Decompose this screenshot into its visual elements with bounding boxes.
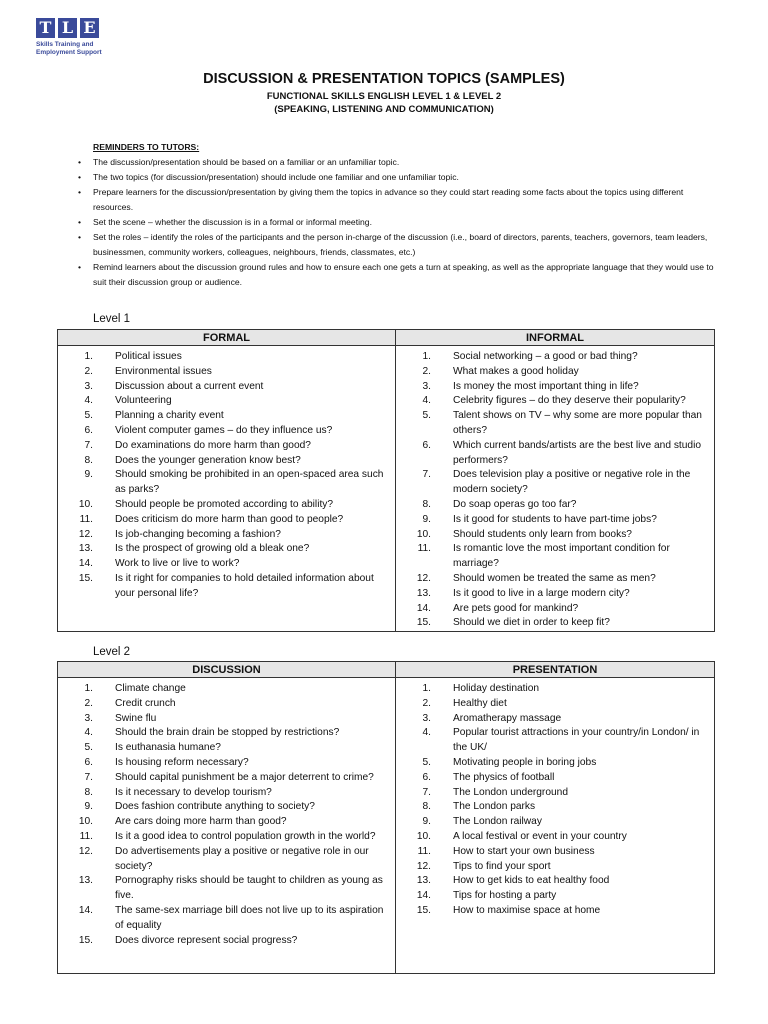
topic-item — [396, 513, 714, 528]
topic-number: 7. — [84, 771, 93, 783]
topic-item — [58, 697, 395, 712]
topic-text: Should the brain drain be stopped by restrictions? — [115, 727, 340, 739]
logo-letter-t: T — [36, 18, 55, 38]
topic-number: 10. — [78, 498, 93, 510]
level-2-table — [57, 661, 715, 974]
topic-number: 8. — [422, 801, 431, 813]
topic-text: Should capital punishment be a major deterrent to crime? — [115, 771, 374, 783]
topic-number: 4. — [422, 727, 431, 739]
topic-number: 8. — [422, 498, 431, 510]
presentation-cell — [396, 678, 715, 974]
topic-item — [58, 365, 395, 380]
topic-number: 6. — [422, 439, 431, 451]
topic-number: 6. — [422, 771, 431, 783]
topic-number: 10. — [78, 816, 93, 828]
topic-number: 3. — [84, 712, 93, 724]
topic-item — [58, 934, 395, 949]
topic-number: 3. — [422, 712, 431, 724]
topic-text: Social networking – a good or bad thing? — [453, 351, 638, 362]
topic-text: Celebrity figures – do they deserve their popularity? — [453, 395, 686, 407]
topic-number: 13. — [78, 875, 93, 887]
topic-number: 2. — [84, 697, 93, 709]
topic-item — [58, 830, 395, 845]
topic-number: 7. — [84, 439, 93, 451]
discussion-topic-list — [58, 682, 395, 948]
topic-text: Environmental issues — [115, 365, 212, 377]
topic-text: Do advertisements play a positive or negative role in our society? — [115, 845, 369, 872]
topic-text: The London railway — [453, 816, 542, 828]
formal-topic-list — [58, 350, 395, 602]
topic-text: Is euthanasia humane? — [115, 742, 221, 754]
topic-item — [396, 889, 714, 904]
topic-text: Discussion about a current event — [115, 380, 264, 392]
page-subtitle-2: (SPEAKING, LISTENING AND COMMUNICATION) — [274, 104, 494, 115]
topic-number: 3. — [84, 380, 93, 392]
informal-cell — [396, 346, 715, 632]
topic-item — [396, 587, 714, 602]
topic-number: 4. — [84, 395, 93, 407]
topic-number: 5. — [422, 410, 431, 422]
topic-text: Which current bands/artists are the best live and studio performers? — [453, 439, 702, 466]
logo-letters — [36, 18, 116, 38]
topic-item — [396, 682, 714, 697]
topic-item — [58, 726, 395, 741]
topic-item — [58, 904, 395, 934]
logo-tagline — [36, 41, 116, 57]
topic-item — [396, 439, 714, 469]
reminder-item: • Prepare learners for the discussion/presentation by giving them the topics in advance so they could start reading some facts about the topics using different resources. — [76, 185, 716, 215]
topic-number: 6. — [84, 424, 93, 436]
topic-item — [396, 498, 714, 513]
logo-letter-l: L — [58, 18, 77, 38]
reminder-item: • The two topics (for discussion/presentation) should include one familiar and one unfamiliar topic. — [76, 170, 716, 185]
topic-number: 1. — [422, 683, 431, 694]
topic-number: 4. — [84, 727, 93, 739]
topic-text: Should students only learn from books? — [453, 528, 632, 540]
reminders-title: REMINDERS TO TUTORS: — [93, 142, 200, 152]
topic-item — [58, 572, 395, 602]
topic-text: The London underground — [453, 786, 568, 798]
topic-number: 12. — [416, 860, 431, 872]
topic-number: 14. — [78, 904, 93, 916]
topic-item — [396, 860, 714, 875]
formal-cell — [58, 346, 396, 632]
topic-text: Credit crunch — [115, 697, 176, 709]
topic-item — [58, 712, 395, 727]
topic-text: Is romantic love the most important condition for marriage? — [453, 543, 670, 570]
topic-item — [58, 424, 395, 439]
topic-item — [396, 815, 714, 830]
topic-number: 14. — [416, 890, 431, 902]
topic-text: Do examinations do more harm than good? — [115, 439, 311, 451]
level-1-table — [57, 329, 715, 632]
topic-number: 15. — [416, 904, 431, 916]
topic-number: 9. — [84, 469, 93, 481]
topic-text: Pornography risks should be taught to children as young as five. — [115, 875, 383, 902]
topic-text: Is housing reform necessary? — [115, 756, 249, 768]
topic-item — [396, 528, 714, 543]
topic-text: How to get kids to eat healthy food — [453, 875, 610, 887]
topic-number: 4. — [422, 395, 431, 407]
topic-number: 11. — [417, 543, 431, 555]
page-subtitle-1: FUNCTIONAL SKILLS ENGLISH LEVEL 1 & LEVEL 2 — [266, 91, 502, 102]
topic-item — [58, 845, 395, 875]
topic-number: 15. — [78, 572, 93, 584]
topic-item — [396, 904, 714, 919]
topic-number: 8. — [84, 786, 93, 798]
reminder-item: • The discussion/presentation should be based on a familiar or an unfamiliar topic. — [76, 155, 716, 170]
page-title: DISCUSSION & PRESENTATION TOPICS (SAMPLES) — [203, 71, 565, 87]
topic-number: 9. — [422, 816, 431, 828]
topic-number: 15. — [416, 617, 431, 629]
discussion-cell — [58, 678, 396, 974]
topic-text: Tips for hosting a party — [453, 890, 557, 902]
topic-item — [396, 712, 714, 727]
topic-text: Popular tourist attractions in your country/in London/ in the UK/ — [453, 727, 700, 754]
topic-number: 7. — [422, 469, 431, 481]
topic-item — [396, 572, 714, 587]
topic-text: Does fashion contribute anything to society? — [115, 801, 315, 813]
topic-text: How to maximise space at home — [453, 904, 601, 916]
topic-number: 9. — [84, 801, 93, 813]
topic-item — [396, 756, 714, 771]
topic-text: Is it good for students to have part-time jobs? — [453, 513, 657, 525]
topic-text: Should women be treated the same as men? — [453, 572, 656, 584]
topic-text: The same-sex marriage bill does not live up to its aspiration of equality — [115, 904, 384, 931]
topic-number: 11. — [417, 845, 431, 857]
presentation-header: PRESENTATION — [396, 662, 715, 678]
formal-header: FORMAL — [58, 330, 396, 346]
topic-text: The physics of football — [453, 771, 555, 783]
topic-number: 3. — [422, 380, 431, 392]
topic-item — [58, 542, 395, 557]
topic-item — [396, 697, 714, 712]
topic-item — [58, 874, 395, 904]
topic-text: Is it good to live in a large modern city? — [453, 587, 630, 599]
topic-item — [58, 800, 395, 815]
topic-item — [396, 874, 714, 889]
tle-logo — [36, 18, 116, 57]
topic-number: 14. — [78, 558, 93, 570]
topic-text: Motivating people in boring jobs — [453, 756, 597, 768]
topic-text: The London parks — [453, 801, 536, 813]
topic-item — [396, 602, 714, 617]
topic-item — [396, 845, 714, 860]
logo-letter-e: E — [80, 18, 99, 38]
topic-item — [58, 741, 395, 756]
topic-item — [58, 454, 395, 469]
topic-text: Is it necessary to develop tourism? — [115, 786, 272, 798]
informal-topic-list — [396, 350, 714, 631]
topic-text: Talent shows on TV – why some are more popular than others? — [453, 410, 702, 436]
topic-number: 15. — [78, 934, 93, 946]
topic-item — [396, 771, 714, 786]
topic-item — [58, 350, 395, 365]
topic-number: 2. — [422, 697, 431, 709]
topic-number: 2. — [84, 365, 93, 377]
topic-item — [396, 616, 714, 631]
topic-text: How to start your own business — [453, 845, 595, 857]
topic-text: Are cars doing more harm than good? — [115, 816, 287, 828]
topic-number: 1. — [84, 351, 93, 362]
topic-item — [58, 771, 395, 786]
topic-number: 12. — [416, 572, 431, 584]
topic-item — [396, 409, 714, 439]
topic-text: Is it a good idea to control population growth in the world? — [115, 830, 376, 842]
topic-text: Political issues — [115, 351, 182, 362]
topic-text: Aromatherapy massage — [453, 712, 562, 724]
topic-text: Work to live or live to work? — [115, 558, 240, 570]
topic-text: Should smoking be prohibited in an open-spaced area such as parks? — [115, 469, 384, 496]
topic-text: Are pets good for mankind? — [453, 602, 579, 614]
reminder-item: • Set the scene – whether the discussion is in a formal or informal meeting. — [76, 215, 716, 230]
topic-number: 10. — [416, 830, 431, 842]
topic-item — [58, 468, 395, 498]
topic-text: Is it right for companies to hold detailed information about your personal life? — [115, 572, 374, 599]
reminder-item: • Remind learners about the discussion ground rules and how to ensure each one gets a turn at speaking, as well as the appropriate language that they would use to suit their discussion group or audience. — [76, 260, 716, 290]
topic-text: Volunteering — [115, 395, 172, 407]
topic-text: Should people be promoted according to ability? — [115, 498, 334, 510]
topic-item — [58, 513, 395, 528]
topic-text: Does television play a positive or negative role in the modern society? — [453, 469, 691, 496]
level-1-label: Level 1 — [93, 313, 131, 325]
topic-number: 12. — [78, 528, 93, 540]
topic-item — [58, 409, 395, 424]
presentation-topic-list — [396, 682, 714, 919]
topic-number: 5. — [422, 756, 431, 768]
topic-text: Healthy diet — [453, 697, 507, 709]
reminders-list — [76, 155, 716, 290]
topic-item — [396, 380, 714, 395]
topic-item — [58, 498, 395, 513]
topic-text: Does criticism do more harm than good to people? — [115, 513, 344, 525]
discussion-header: DISCUSSION — [58, 662, 396, 678]
topic-item — [58, 528, 395, 543]
reminder-item: • Set the roles – identify the roles of the participants and the person in-charge of the discussion (i.e., board of directors, parents, teachers, governors, team leaders, businessmen, community workers, colleagues, neighbours, friends, classmates, etc.) — [76, 230, 716, 260]
logo-tagline-line1: Skills Training and — [36, 41, 94, 48]
topic-text: Should we diet in order to keep fit? — [453, 617, 610, 629]
topic-item — [396, 542, 714, 572]
level-2-label: Level 2 — [93, 646, 131, 658]
topic-text: A local festival or event in your country — [453, 830, 627, 842]
topic-text: Tips to find your sport — [453, 860, 551, 872]
topic-text: Is money the most important thing in life? — [453, 380, 639, 392]
topic-item — [58, 756, 395, 771]
topic-number: 11. — [79, 513, 93, 525]
topic-item — [396, 365, 714, 380]
topic-item — [58, 682, 395, 697]
topic-number: 5. — [84, 410, 93, 422]
logo-tagline-line2: Employment Support — [36, 49, 102, 56]
topic-number: 1. — [422, 351, 431, 362]
topic-item — [396, 468, 714, 498]
topic-item — [58, 786, 395, 801]
topic-number: 13. — [78, 543, 93, 555]
topic-text: Planning a charity event — [115, 410, 224, 422]
informal-header: INFORMAL — [396, 330, 715, 346]
topic-text: Swine flu — [115, 712, 157, 724]
topic-item — [396, 786, 714, 801]
topic-number: 2. — [422, 365, 431, 377]
topic-number: 1. — [84, 683, 93, 694]
topic-text: What makes a good holiday — [453, 365, 579, 377]
topic-text: Violent computer games – do they influence us? — [115, 424, 333, 436]
topic-text: Does divorce represent social progress? — [115, 934, 298, 946]
topic-item — [396, 394, 714, 409]
topic-number: 12. — [78, 845, 93, 857]
topic-number: 6. — [84, 756, 93, 768]
topic-number: 5. — [84, 742, 93, 754]
topic-item — [58, 394, 395, 409]
topic-number: 9. — [422, 513, 431, 525]
topic-number: 7. — [422, 786, 431, 798]
topic-text: Do soap operas go too far? — [453, 498, 577, 510]
topic-text: Holiday destination — [453, 683, 540, 694]
topic-text: Is job-changing becoming a fashion? — [115, 528, 281, 540]
topic-item — [58, 439, 395, 454]
topic-item — [396, 830, 714, 845]
topic-item — [396, 350, 714, 365]
topic-number: 13. — [416, 875, 431, 887]
topic-item — [58, 380, 395, 395]
reminders-section — [76, 140, 716, 290]
topic-number: 10. — [416, 528, 431, 540]
topic-text: Is the prospect of growing old a bleak one? — [115, 543, 310, 555]
topic-number: 11. — [79, 830, 93, 842]
topic-number: 8. — [84, 454, 93, 466]
topic-item — [396, 726, 714, 756]
topic-item — [58, 557, 395, 572]
topic-text: Does the younger generation know best? — [115, 454, 301, 466]
topic-text: Climate change — [115, 683, 186, 694]
topic-number: 13. — [416, 587, 431, 599]
topic-number: 14. — [416, 602, 431, 614]
topic-item — [396, 800, 714, 815]
topic-item — [58, 815, 395, 830]
